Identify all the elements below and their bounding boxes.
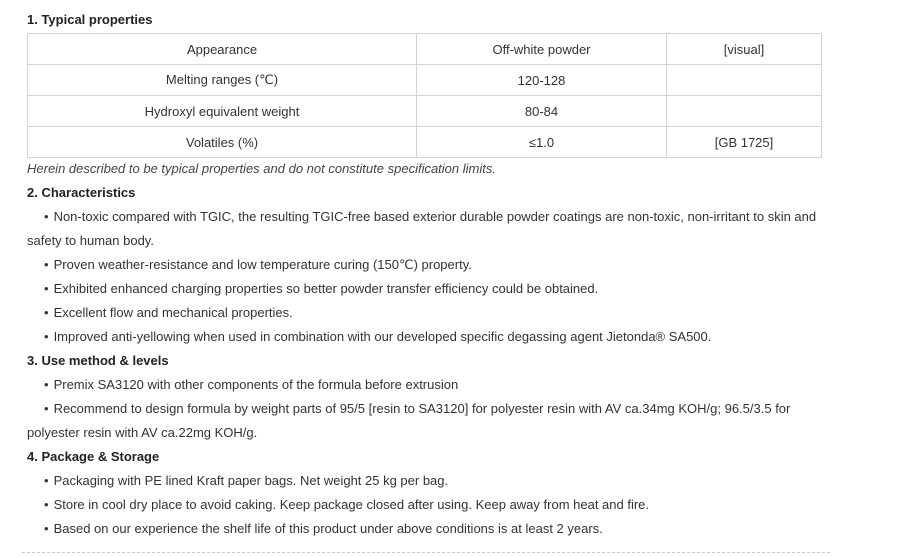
bullet-icon: • [44,473,49,488]
property-value-cell: ≤1.0 [417,127,667,158]
test-method-cell [667,96,822,127]
bullet-icon: • [44,305,49,320]
property-value-cell: 120-128 [417,65,667,96]
table-row [28,65,822,96]
property-name-cell: Volatiles (%) [28,127,417,158]
list-item [27,517,827,541]
list-item [27,205,827,253]
list-item-text: Excellent flow and mechanical properties. [53,305,293,320]
section-heading-use-method: 3. Use method & levels [27,353,169,368]
list-item-text: Improved anti-yellowing when used in combination with our developed specific degassing agent Jietonda® SA500. [53,329,712,344]
property-name-cell: Hydroxyl equivalent weight [28,96,417,127]
bullet-icon: • [44,521,49,536]
list-item [27,493,827,517]
disclaimer-note: Herein described to be typical properties and do not constitute specification limits. [27,161,496,176]
list-item-text: Based on our experience the shelf life of this product under above conditions is at least 2 years. [53,521,603,536]
list-item [27,397,827,445]
test-method-cell: [GB 1725] [667,127,822,158]
bullet-icon: • [44,377,49,392]
list-item [27,373,827,397]
bullet-icon: • [44,401,49,416]
list-item [27,325,827,349]
list-item-text: Proven weather-resistance and low temperature curing (150℃) property. [53,257,472,272]
bullet-icon: • [44,257,49,272]
list-item [27,301,827,325]
list-item-text: Exhibited enhanced charging properties so better powder transfer efficiency could be obtained. [53,281,599,296]
property-value-cell: 80-84 [417,96,667,127]
table-row [28,34,822,65]
properties-table [27,33,822,158]
list-item-text: Recommend to design formula by weight parts of 95/5 [resin to SA3120] for polyester resin with AV ca.34mg KOH/g; 96.5/3.5 for polyester resin with AV ca.22mg KOH/g. [27,401,791,440]
table-row [28,96,822,127]
property-value-cell: Off-white powder [417,34,667,65]
section-heading-typical-properties: 1. Typical properties [27,12,153,27]
table-row [28,127,822,158]
test-method-cell: [visual] [667,34,822,65]
bullet-icon: • [44,497,49,512]
list-item-text: Non-toxic compared with TGIC, the resulting TGIC-free based exterior durable powder coatings are non-toxic, non-irritant to skin and safety to human body. [27,209,817,248]
dashed-divider [22,552,830,553]
list-item-text: Packaging with PE lined Kraft paper bags. Net weight 25 kg per bag. [53,473,449,488]
bullet-icon: • [44,329,49,344]
list-item [27,469,827,493]
section-heading-characteristics: 2. Characteristics [27,185,136,200]
bullet-icon: • [44,281,49,296]
list-item [27,277,827,301]
property-name-cell: Appearance [28,34,417,65]
section-heading-package-storage: 4. Package & Storage [27,449,160,464]
list-item [27,253,827,277]
property-name-cell: Melting ranges (℃) [28,65,417,96]
list-item-text: Premix SA3120 with other components of the formula before extrusion [53,377,459,392]
list-item-text: Store in cool dry place to avoid caking. Keep package closed after using. Keep away from heat and fire. [53,497,650,512]
bullet-icon: • [44,209,49,224]
test-method-cell [667,65,822,96]
